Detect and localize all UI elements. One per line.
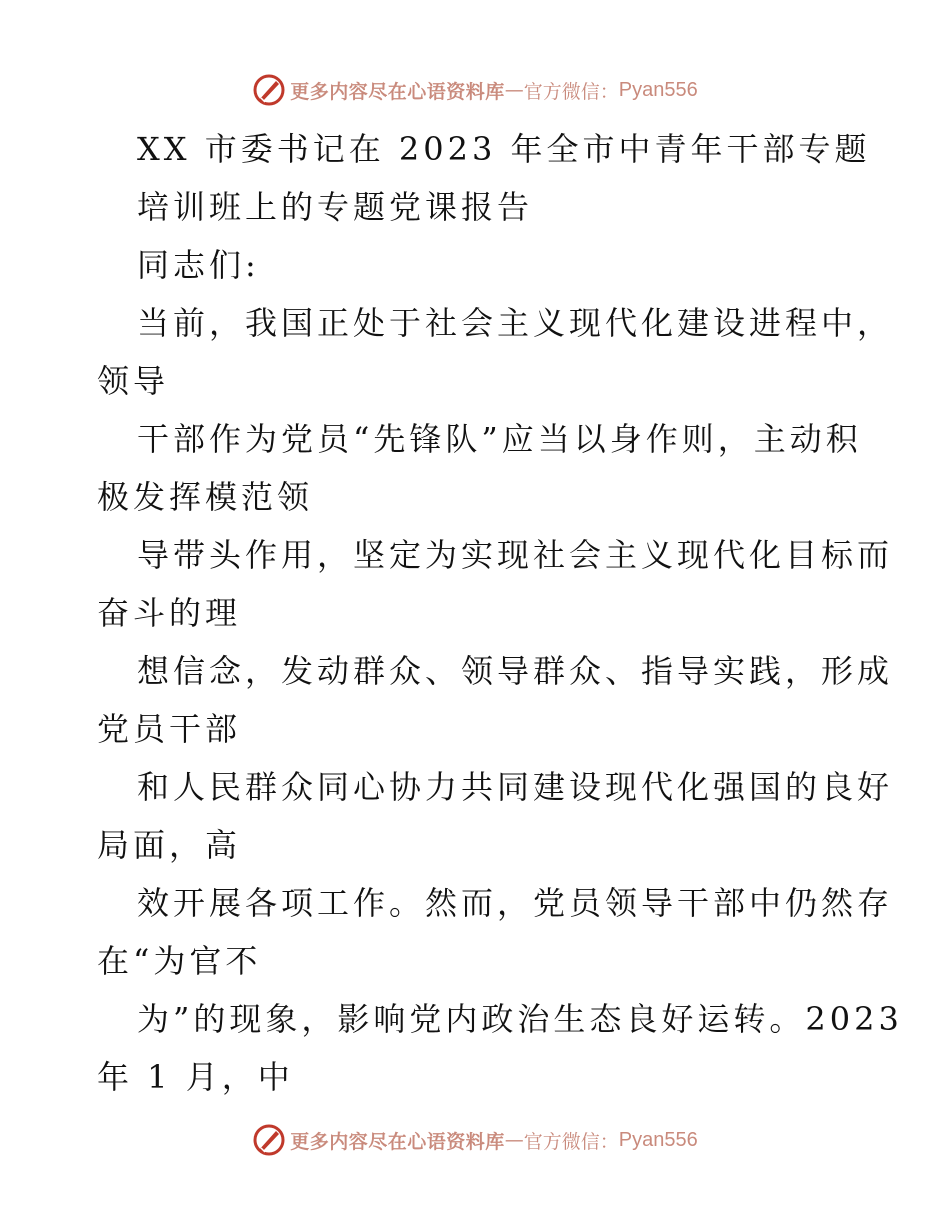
watermark-main-text: 更多内容尽在心语资料库	[290, 80, 505, 103]
watermark-banner-top	[0, 70, 950, 110]
document-title-line-2: 培训班上的专题党课报告	[137, 188, 534, 226]
document-line: 奋斗的理	[97, 594, 242, 632]
document-body	[97, 120, 903, 1106]
document-line: 局面，高	[97, 826, 242, 864]
watermark-separator: —	[504, 79, 524, 101]
watermark-sub-text: 官方微信：	[523, 1130, 619, 1153]
quill-seal-logo-icon	[252, 73, 286, 107]
quill-seal-logo-icon	[252, 1123, 286, 1157]
document-line: 在“为官不	[97, 942, 262, 980]
document-title-line-1: XX 市委书记在 2023 年全市中青年干部专题	[137, 130, 871, 168]
document-line: 导带头作用，坚定为实现社会主义现代化目标而	[137, 536, 894, 574]
watermark-sub-text: 官方微信：	[523, 80, 619, 103]
document-salutation: 同志们:	[137, 246, 260, 284]
document-line: 党员干部	[97, 710, 242, 748]
watermark-handle: Pyan556	[618, 78, 698, 101]
document-line: 当前，我国正处于社会主义现代化建设进程中，	[137, 304, 894, 342]
document-line: 为”的现象，影响党内政治生态良好运转。2023	[137, 1000, 903, 1038]
document-line: 干部作为党员“先锋队”应当以身作则，主动积	[137, 420, 862, 458]
document-line: 极发挥模范领	[97, 478, 314, 516]
watermark-banner-bottom	[0, 1120, 950, 1160]
watermark-handle: Pyan556	[618, 1128, 698, 1151]
document-paragraph	[97, 294, 903, 1106]
watermark-main-text: 更多内容尽在心语资料库	[290, 1130, 505, 1153]
document-line: 领导	[97, 362, 170, 400]
watermark-separator: —	[504, 1129, 524, 1151]
document-line: 效开展各项工作。然而，党员领导干部中仍然存	[137, 884, 894, 922]
document-line: 年 1 月，中	[97, 1058, 294, 1096]
document-line: 和人民群众同心协力共同建设现代化强国的良好	[137, 768, 894, 806]
document-line: 想信念，发动群众、领导群众、指导实践，形成	[137, 652, 894, 690]
